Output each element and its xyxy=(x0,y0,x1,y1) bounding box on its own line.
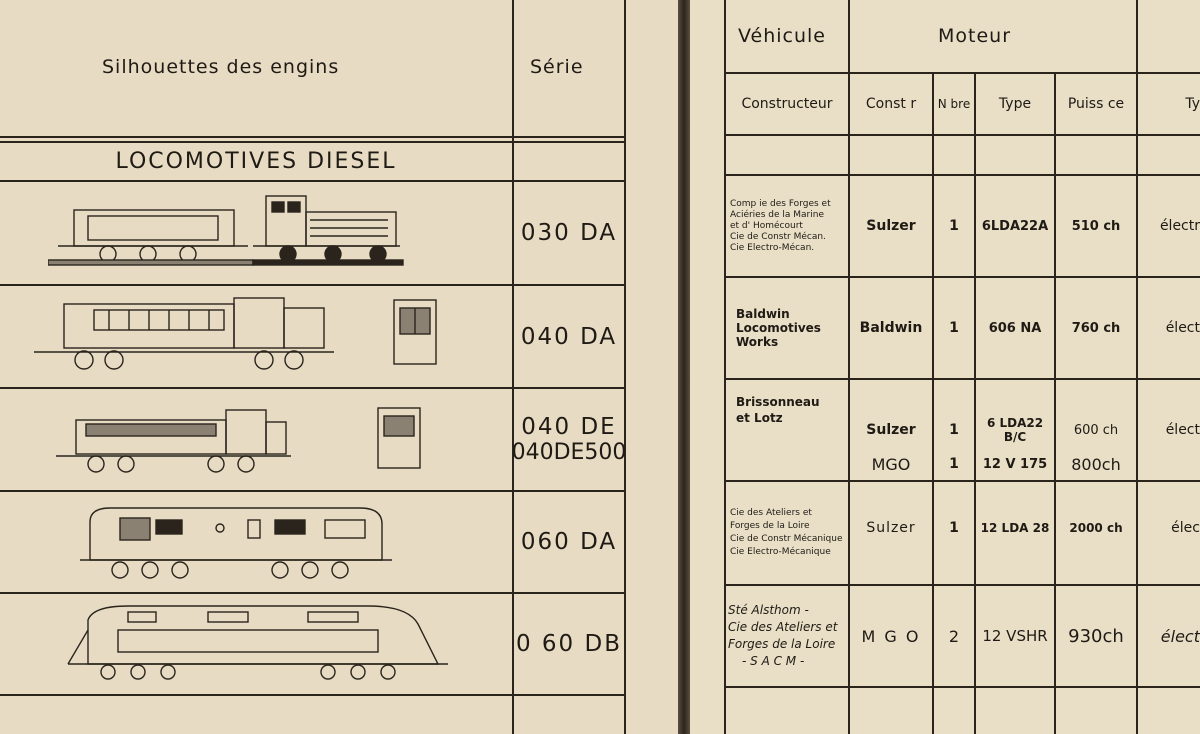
header-serie: Série xyxy=(530,56,584,78)
serie-040de xyxy=(511,389,627,490)
const-row3: Sulzer xyxy=(866,422,916,438)
puiss-row4: 2000 ch xyxy=(1069,521,1123,535)
constructeur-line: Cie Electro-Mécan. xyxy=(730,242,815,253)
type-row1: 6LDA22A xyxy=(981,218,1049,234)
puiss-row1: 510 ch xyxy=(1071,218,1121,234)
puiss-row3: 600 ch xyxy=(1073,422,1119,438)
type2-row5: élect xyxy=(1160,626,1200,646)
type-row5: 12 VSHR xyxy=(982,627,1048,645)
constructeur-line: et d' Homécourt xyxy=(730,220,803,231)
nbre-row4: 1 xyxy=(949,520,959,536)
serie-060da: 060 DA xyxy=(520,529,618,555)
type-row3b: 12 V 175 xyxy=(982,456,1048,472)
section-title: LOCOMOTIVES DIESEL xyxy=(115,149,397,174)
loco-030da-silhouette xyxy=(48,190,408,272)
constructeur-line: - S A C M - xyxy=(742,654,805,668)
header-moteur: Moteur xyxy=(938,25,1012,47)
nbre-row3b: 1 xyxy=(949,456,959,472)
constructeur-line: et Lotz xyxy=(736,411,783,425)
serie-030da: 030 DA xyxy=(520,220,618,246)
constructeur-line: Cie des Ateliers et xyxy=(728,620,838,634)
table-rule xyxy=(724,134,1200,136)
nbre-row3: 1 xyxy=(949,422,959,438)
const-row1: Sulzer xyxy=(866,218,916,234)
serie-040da: 040 DA xyxy=(520,323,618,350)
book-gutter xyxy=(678,0,690,734)
header-vehicule: Véhicule xyxy=(738,25,826,47)
constructeur-line: Forges de la Loire xyxy=(728,637,836,651)
sub-puiss: Puiss ce xyxy=(1067,96,1125,112)
const-row3b: MGO xyxy=(871,454,911,474)
const-row2: Baldwin xyxy=(859,320,923,336)
loco-060da-silhouette xyxy=(70,502,450,584)
table-rule xyxy=(624,0,626,734)
constructeur-row5 xyxy=(728,590,848,682)
type-row4: 12 LDA 28 xyxy=(980,521,1050,535)
loco-040da-silhouette xyxy=(34,294,454,374)
type2-row2: élect xyxy=(1165,320,1200,336)
serie-040de-line2: 040DE500 xyxy=(511,440,627,465)
constructeur-row2 xyxy=(736,278,848,378)
sub-type: Type xyxy=(998,96,1032,112)
loco-040de-silhouette xyxy=(56,400,436,480)
header-silhouettes: Silhouettes des engins xyxy=(102,56,340,78)
type-row2: 606 NA xyxy=(988,320,1042,336)
table-rule xyxy=(0,136,626,138)
nbre-row5: 2 xyxy=(948,626,960,646)
constructeur-line: Locomotives xyxy=(736,321,821,335)
sub-const: Const r xyxy=(865,96,917,112)
nbre-row1: 1 xyxy=(949,218,959,234)
constructeur-line: Forges de la Loire xyxy=(730,521,810,531)
type-row3: 6 LDA22 B/C xyxy=(986,416,1044,444)
constructeur-line: Works xyxy=(736,335,779,349)
constructeur-line: Cie des Ateliers et xyxy=(730,508,812,518)
type2-row3: élect xyxy=(1165,422,1200,438)
constructeur-line: Brissonneau xyxy=(736,395,820,409)
loco-060db-silhouette xyxy=(48,600,468,686)
puiss-row5: 930ch xyxy=(1068,625,1124,647)
constructeur-row3 xyxy=(736,380,848,440)
constructeur-line: Sté Alsthom - xyxy=(728,603,809,617)
constructeur-line: Cie Electro-Mécanique xyxy=(730,547,831,557)
constructeur-line: Cie de Constr Mécan. xyxy=(730,231,826,242)
type2-row4: élec xyxy=(1171,520,1200,536)
serie-060db: 0 60 DB xyxy=(515,631,622,657)
constructeur-line: Baldwin xyxy=(736,307,790,321)
puiss-row3b: 800ch xyxy=(1071,454,1121,474)
constructeur-line: Aciéries de la Marine xyxy=(730,209,824,220)
puiss-row2: 760 ch xyxy=(1071,320,1121,336)
constructeur-line: Cie de Constr Mécanique xyxy=(730,534,843,544)
right-page xyxy=(690,0,1200,734)
constructeur-row1 xyxy=(730,176,848,276)
nbre-row2: 1 xyxy=(949,320,959,336)
const-row5: M G O xyxy=(861,626,921,646)
constructeur-line: Comp ie des Forges et xyxy=(730,198,831,209)
sub-nbre: N bre xyxy=(937,97,971,111)
table-rule xyxy=(724,686,1200,688)
sub-type2: Ty xyxy=(1185,96,1200,112)
constructeur-row4 xyxy=(730,482,848,584)
table-rule xyxy=(0,694,626,696)
const-row4: Sulzer xyxy=(866,520,916,536)
sub-constructeur: Constructeur xyxy=(741,96,833,112)
serie-040de-line1: 040 DE xyxy=(521,414,617,440)
type2-row1: électr xyxy=(1159,218,1200,234)
